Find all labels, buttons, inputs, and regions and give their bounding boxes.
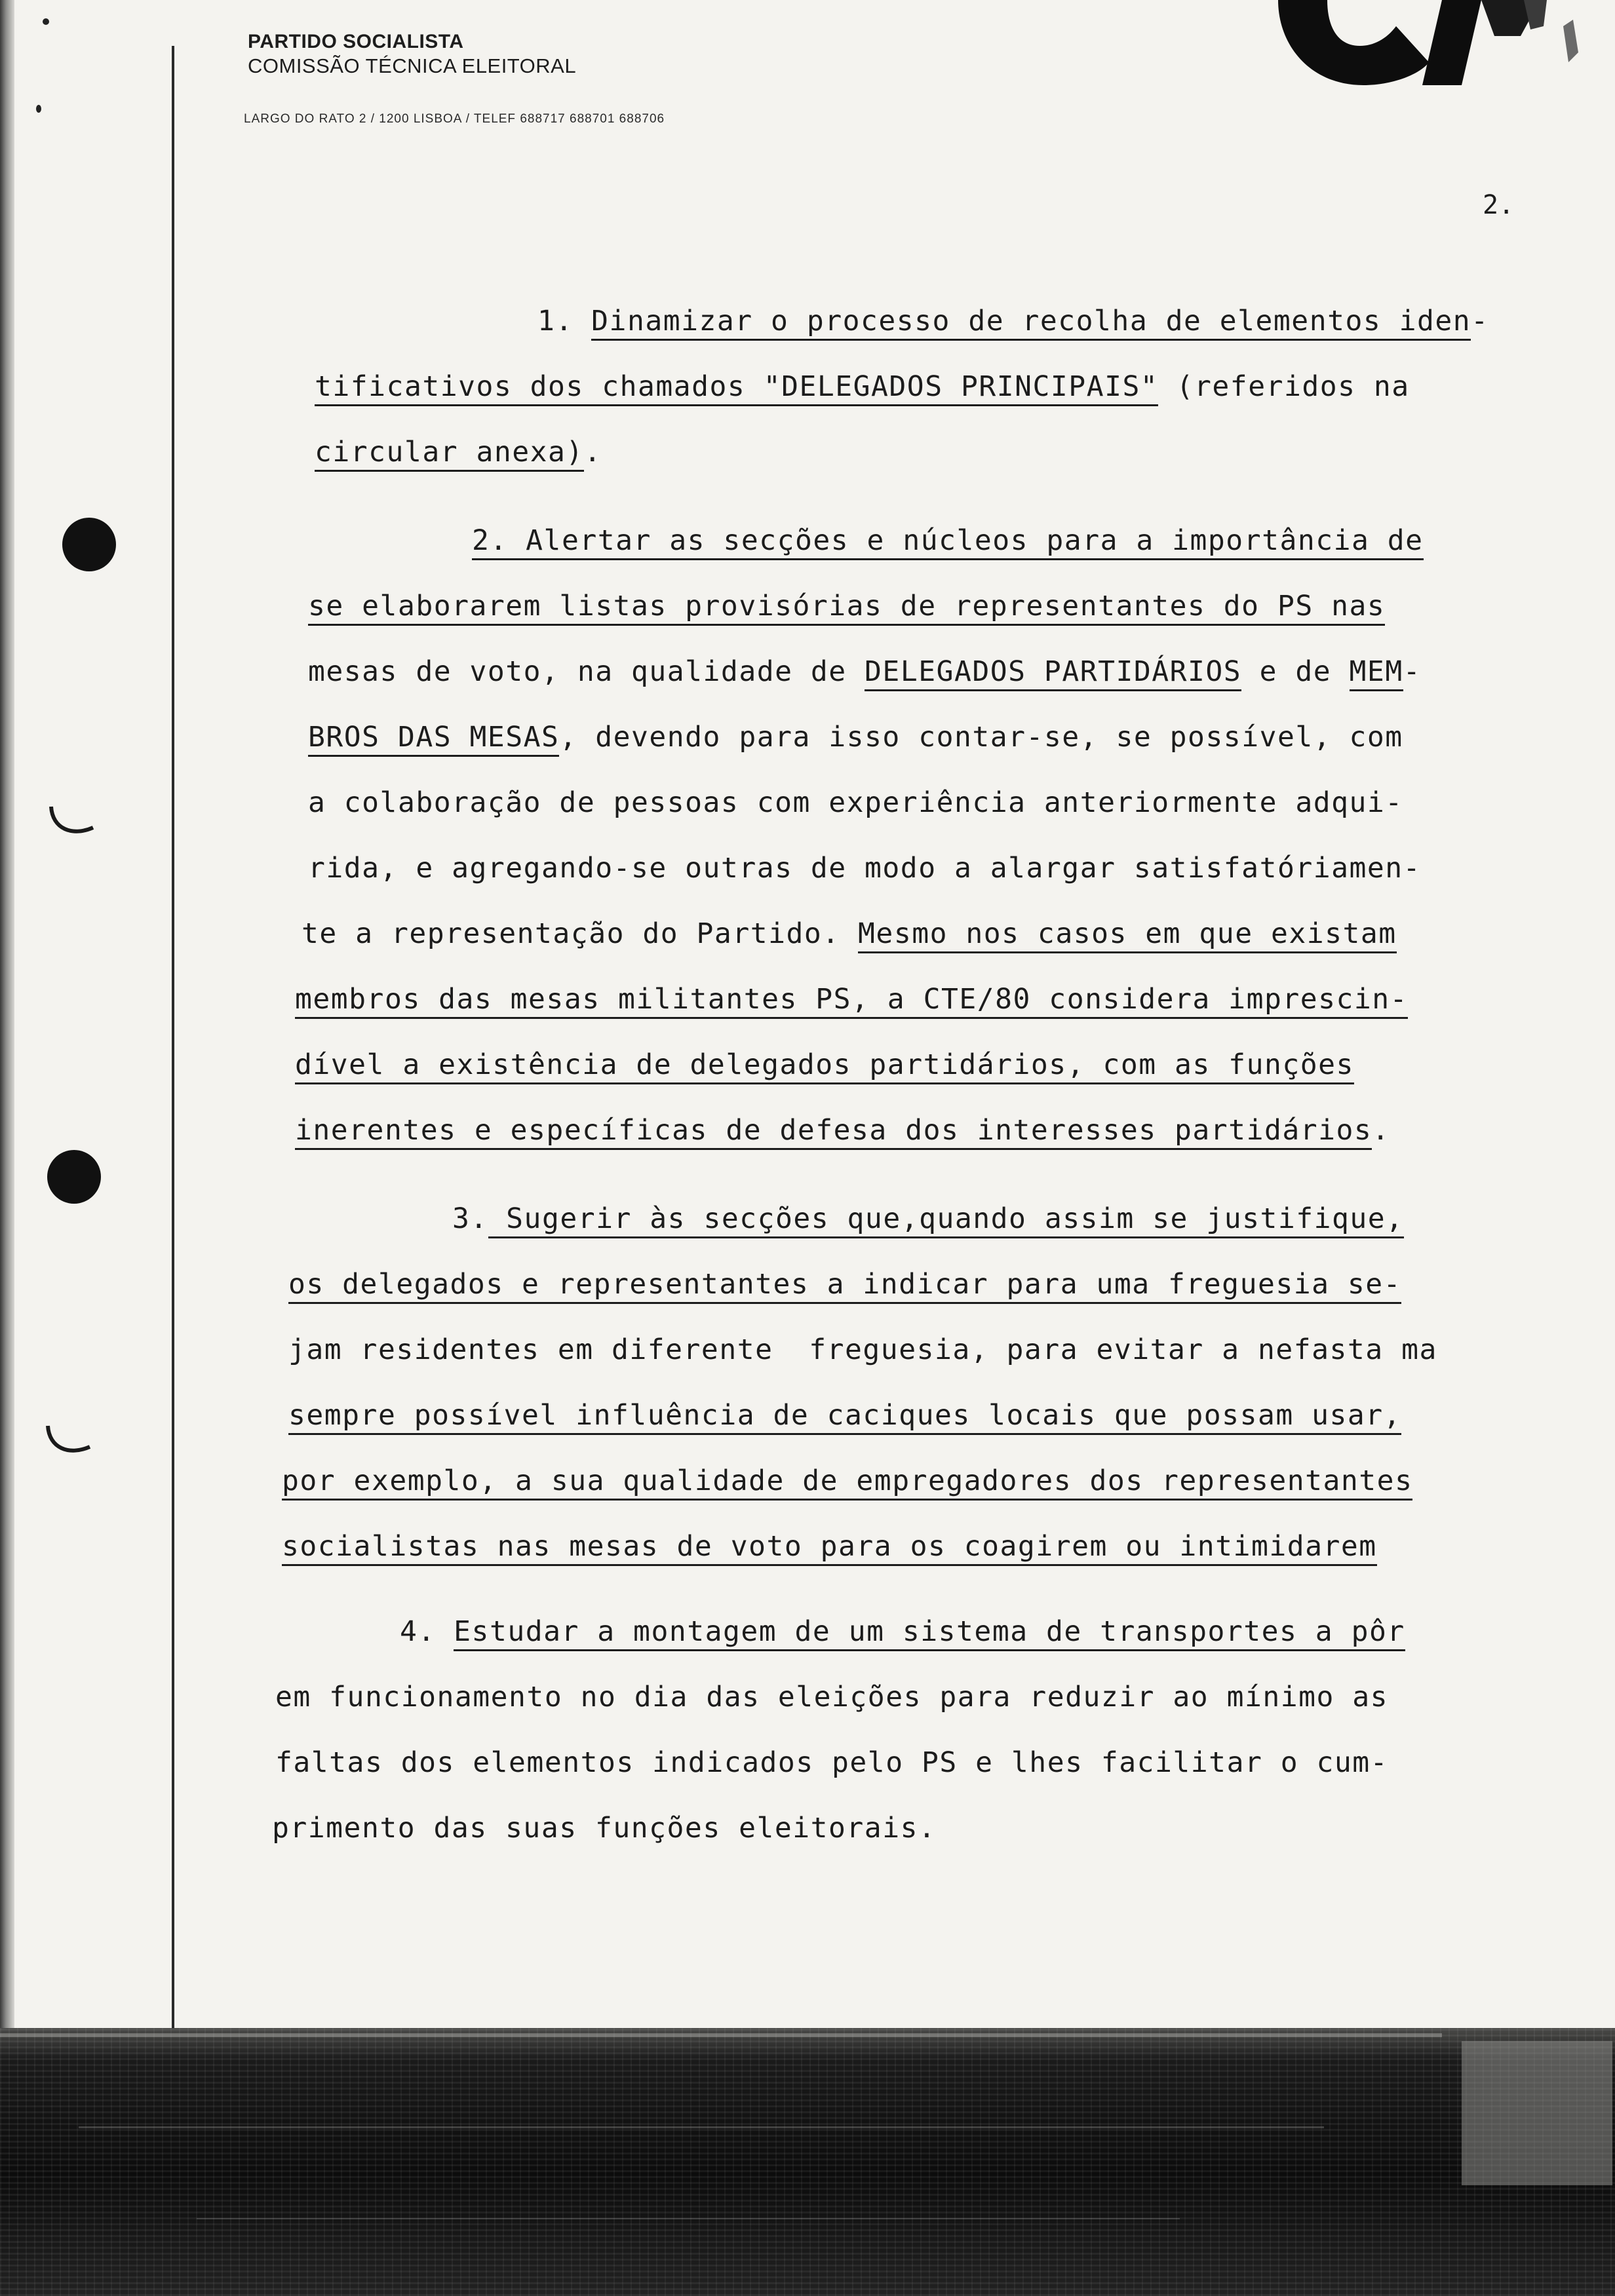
text-line xyxy=(288,1333,1437,1366)
text-line xyxy=(275,1681,1388,1713)
punch-hole xyxy=(62,518,116,571)
underlined-run: membros das mesas militantes PS, a CTE/80 considera imprescin- xyxy=(295,983,1408,1019)
underlined-run: Mesmo nos casos em que existam xyxy=(858,917,1397,953)
text-run: em funcionamento no dia das eleições para reduzir ao mínimo as xyxy=(275,1681,1389,1713)
text-run: primento das suas funções eleitorais. xyxy=(272,1812,937,1845)
underlined-run: BROS DAS MESAS xyxy=(308,721,559,757)
underlined-run: dível a existência de delegados partidários, com as funções xyxy=(295,1048,1354,1084)
text-run: (referidos na xyxy=(1158,370,1410,403)
binder-clip-mark xyxy=(43,1422,95,1461)
text-line xyxy=(282,1464,1412,1497)
scan-streak xyxy=(79,2126,1324,2128)
text-run: a colaboração de pessoas com experiência anteriormente adqui- xyxy=(308,786,1403,819)
photocopy-band xyxy=(0,2028,1615,2296)
letterhead-organization xyxy=(248,29,576,78)
party-logo-icon xyxy=(1265,0,1615,105)
text-line xyxy=(282,1530,1377,1563)
underlined-run: sempre possível influência de caciques locais que possam usar, xyxy=(288,1399,1401,1435)
underlined-run: socialistas nas mesas de voto para os coagirem ou intimidarem xyxy=(282,1530,1377,1566)
underlined-run: por exemplo, a sua qualidade de empregadores dos representantes xyxy=(282,1464,1412,1501)
text-line xyxy=(400,1615,1405,1648)
text-line xyxy=(315,370,1410,403)
text-line xyxy=(288,1268,1401,1301)
text-line xyxy=(308,852,1421,885)
text-run: , devendo para isso contar-se, se possível, com xyxy=(559,721,1403,754)
binder-clip-mark xyxy=(46,803,98,842)
text-run: - xyxy=(1403,655,1422,688)
underlined-run: se elaborarem listas provisórias de representantes do PS nas xyxy=(308,590,1385,626)
text-line xyxy=(315,436,602,469)
party-name: PARTIDO SOCIALISTA xyxy=(248,31,464,52)
text-line xyxy=(272,1812,936,1845)
text-line xyxy=(472,524,1424,557)
text-line xyxy=(302,917,1397,950)
text-line xyxy=(308,590,1385,622)
text-run: 3. xyxy=(452,1202,488,1235)
text-line xyxy=(295,983,1408,1016)
underlined-run: Estudar a montagem de um sistema de transportes a pôr xyxy=(454,1615,1405,1651)
text-line xyxy=(295,1114,1390,1147)
text-line xyxy=(308,721,1403,754)
scan-speck xyxy=(36,105,41,113)
text-line xyxy=(537,305,1489,337)
text-run: 4. xyxy=(400,1615,454,1648)
scan-edge xyxy=(0,0,14,2296)
scan-blotch xyxy=(1462,2041,1612,2185)
text-line xyxy=(308,786,1403,819)
text-run: - xyxy=(1471,305,1489,337)
text-run: . xyxy=(1372,1114,1390,1147)
underlined-run: DELEGADOS PARTIDÁRIOS xyxy=(865,655,1241,691)
punch-hole xyxy=(47,1150,101,1204)
text-run: rida, e agregando-se outras de modo a alargar satisfatóriamen- xyxy=(308,852,1422,885)
scan-streak xyxy=(0,2033,1442,2037)
text-run: mesas de voto, na qualidade de xyxy=(308,655,865,688)
text-run: e de xyxy=(1241,655,1350,688)
committee-name: COMISSÃO TÉCNICA ELEITORAL xyxy=(248,54,577,77)
underlined-run: tificativos dos chamados "DELEGADOS PRINCIPAIS" xyxy=(315,370,1158,406)
page-number: 2. xyxy=(1483,190,1515,220)
scan-streak xyxy=(197,2218,1180,2219)
text-run: 1. xyxy=(537,305,592,337)
text-line xyxy=(288,1399,1401,1432)
text-run: faltas dos elementos indicados pelo PS e lhes facilitar o cum- xyxy=(275,1746,1389,1779)
underlined-run: 2. Alertar as secções e núcleos para a importância de xyxy=(472,524,1424,560)
text-line xyxy=(275,1746,1388,1779)
margin-rule xyxy=(172,46,174,2064)
text-run: jam residentes em diferente freguesia, para evitar a nefasta ma xyxy=(288,1333,1437,1366)
underlined-run: inerentes e específicas de defesa dos interesses partidários xyxy=(295,1114,1372,1150)
underlined-run: MEM xyxy=(1350,655,1403,691)
underlined-run: Dinamizar o processo de recolha de elementos iden xyxy=(591,305,1471,341)
scan-speck xyxy=(43,18,49,25)
text-line xyxy=(308,655,1421,688)
letterhead-address: LARGO DO RATO 2 / 1200 LISBOA / TELEF 688717 688701 688706 xyxy=(244,112,665,126)
underlined-run: os delegados e representantes a indicar para uma freguesia se- xyxy=(288,1268,1401,1304)
text-run: te a representação do Partido. xyxy=(302,917,859,950)
text-line xyxy=(295,1048,1354,1081)
text-run: . xyxy=(583,436,602,469)
underlined-run: circular anexa) xyxy=(315,436,584,472)
underlined-run: Sugerir às secções que,quando assim se justifique, xyxy=(488,1202,1404,1238)
text-line xyxy=(452,1202,1404,1235)
